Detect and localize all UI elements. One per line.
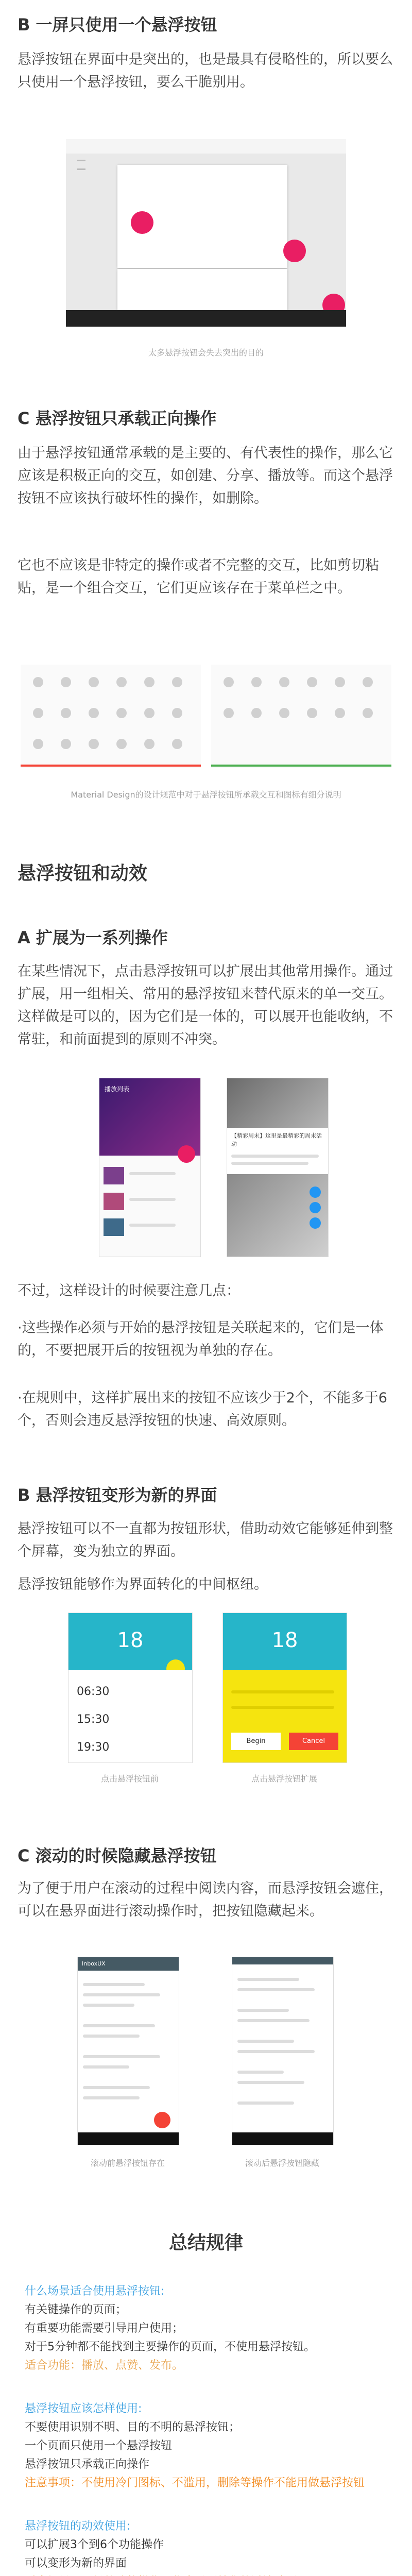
time-item: 06:30 (77, 1685, 110, 1698)
summary-line-highlight: 注意事项：不使用冷门图标、不滥用，删除等操作不能用做悬浮按钮 (25, 2477, 365, 2489)
bullet-a2-1: ·这些操作必须与开始的悬浮按钮是关联起来的，它们是一体的，不要把展开后的按钮视为单独的存在。 (18, 1320, 384, 1359)
time-item: 15:30 (77, 1713, 110, 1726)
phone-mock-timer-before (68, 1613, 193, 1763)
caption-b1: 太多悬浮按钮会失去突出的目的 (148, 348, 264, 358)
app-title: InboxUX (82, 1960, 106, 1967)
bullet-a2-2: ·在规则中，这样扩展出来的按钮不应该少于2个，不能多于6个，否则会违反悬浮按钮的快速、高效原则。 (18, 1390, 387, 1429)
paragraph-c2: 为了便于用户在滚动的过程中阅读内容，而悬浮按钮会遮住，可以在悬界面进行滚动操作时，把按钮隐藏起来。 (18, 1880, 393, 1919)
paragraph-b2-1: 悬浮按钮可以不一直都为按钮形状，借助动效它能够延伸到整个屏幕，变为独立的界面。 (18, 1521, 393, 1560)
fab-icon (283, 240, 306, 262)
section-title-c1: C 悬浮按钮只承载正向操作 (18, 409, 217, 428)
phone-mock-scroll-after (232, 1957, 334, 2145)
caption-b2-right: 点击悬浮按钮扩展 (251, 1774, 317, 1784)
fab-icon (310, 1187, 321, 1198)
fab-icon (310, 1202, 321, 1213)
clock-number: 18 (271, 1629, 298, 1652)
phone-mock-article (227, 1078, 329, 1257)
caption-c2-left: 滚动前悬浮按钮存在 (90, 2158, 165, 2168)
phone-mock-scroll-before (77, 1957, 179, 2145)
cancel-button: Cancel (289, 1733, 338, 1750)
illustration-many-fabs (66, 139, 346, 327)
menu-icon (77, 160, 85, 170)
summary-line: 对于5分钟都不能找到主要操作的页面，不使用悬浮按钮。 (25, 2341, 315, 2353)
begin-button: Begin (231, 1733, 281, 1750)
section-title-b1: B 一屏只使用一个悬浮按钮 (18, 15, 217, 35)
icon-grid-right (211, 665, 391, 768)
phone-title: 播放列表 (105, 1086, 130, 1093)
phone-mock-playlist (99, 1078, 201, 1257)
summary-line-highlight: 适合功能：播放、点赞、发布。 (25, 2359, 184, 2372)
summary-line: 有关键操作的页面； (25, 2303, 127, 2316)
summary-line: 可以变形为新的界面 (25, 2557, 127, 2570)
caption-c1: Material Design的设计规范中对于悬浮按钮所承载交互和图标有细分说明 (71, 790, 341, 800)
paragraph-c1-1: 由于悬浮按钮通常承载的是主要的、有代表性的操作，那么它应该是积极正向的交互，如创建、分享、播放等。而这个悬浮按钮不应该执行破坏性的操作，如删除。 (18, 445, 393, 506)
red-underline (21, 765, 201, 767)
time-item: 19:30 (77, 1741, 110, 1754)
summary-line: 不要使用识别不明、目的不明的悬浮按钮； (25, 2421, 241, 2434)
green-underline (211, 765, 391, 767)
summary-group2-heading: 悬浮按钮应该怎样使用: (25, 2402, 142, 2415)
section-title-a2: A 扩展为一系列操作 (18, 928, 168, 947)
section-title-c2: C 滚动的时候隐藏悬浮按钮 (18, 1846, 217, 1866)
fab-icon (310, 1217, 321, 1229)
paragraph-b2-2: 悬浮按钮能够作为界面转化的中间枢纽。 (18, 1577, 268, 1592)
phone-article-title: 【精彩周末】这里是最精彩的周末活动 (231, 1132, 322, 1147)
summary-line: 可以扩展3个到6个功能操作 (25, 2538, 164, 2551)
paragraph-a2-2: 不过，这样设计的时候要注意几点： (18, 1283, 240, 1299)
section-title-b2: B 悬浮按钮变形为新的界面 (18, 1485, 217, 1505)
fab-icon (178, 1145, 195, 1163)
summary-line-highlight (25, 2573, 396, 2576)
caption-c2-right: 滚动后悬浮按钮隐藏 (245, 2158, 319, 2168)
summary-title: 总结规律 (168, 2232, 243, 2253)
section-heading-motion: 悬浮按钮和动效 (18, 863, 148, 884)
paragraph-a2: 在某些情况下，点击悬浮按钮可以扩展出其他常用操作。通过扩展，用一组相关、常用的悬浮按钮来替代原来的单一交互。这样做是可以的，因为它们是一体的，可以展开也能收纳，不常驻，和前面提到的原则不冲突。 (18, 963, 393, 1047)
summary-line: 有重要功能需要引导用户使用； (25, 2322, 184, 2335)
phone-mock-timer-after (222, 1613, 347, 1763)
paragraph-c1-2: 它也不应该是非特定的操作或者不完整的交互，比如剪切粘贴，是一个组合交互，它们更应该存在于菜单栏之中。 (18, 557, 379, 596)
icon-grid-left (21, 665, 201, 768)
illustration-icon-grids (21, 665, 391, 768)
summary-group1-heading: 什么场景适合使用悬浮按钮: (25, 2285, 165, 2298)
caption-b2-left: 点击悬浮按钮前 (100, 1774, 159, 1784)
fab-icon (154, 2112, 170, 2128)
summary-line: 一个页面只使用一个悬浮按钮 (25, 2439, 173, 2452)
summary-line: 悬浮按钮只承载正向操作 (25, 2458, 150, 2471)
fab-icon (131, 211, 153, 234)
summary-block (25, 2282, 396, 2576)
mock-card-2 (117, 269, 287, 310)
summary-group3-heading: 悬浮按钮的动效使用: (25, 2520, 131, 2533)
clock-number: 18 (117, 1629, 144, 1652)
paragraph-b1: 悬浮按钮在界面中是突出的，也是最具有侵略性的，所以要么只使用一个悬浮按钮，要么干脆别用。 (18, 52, 393, 90)
